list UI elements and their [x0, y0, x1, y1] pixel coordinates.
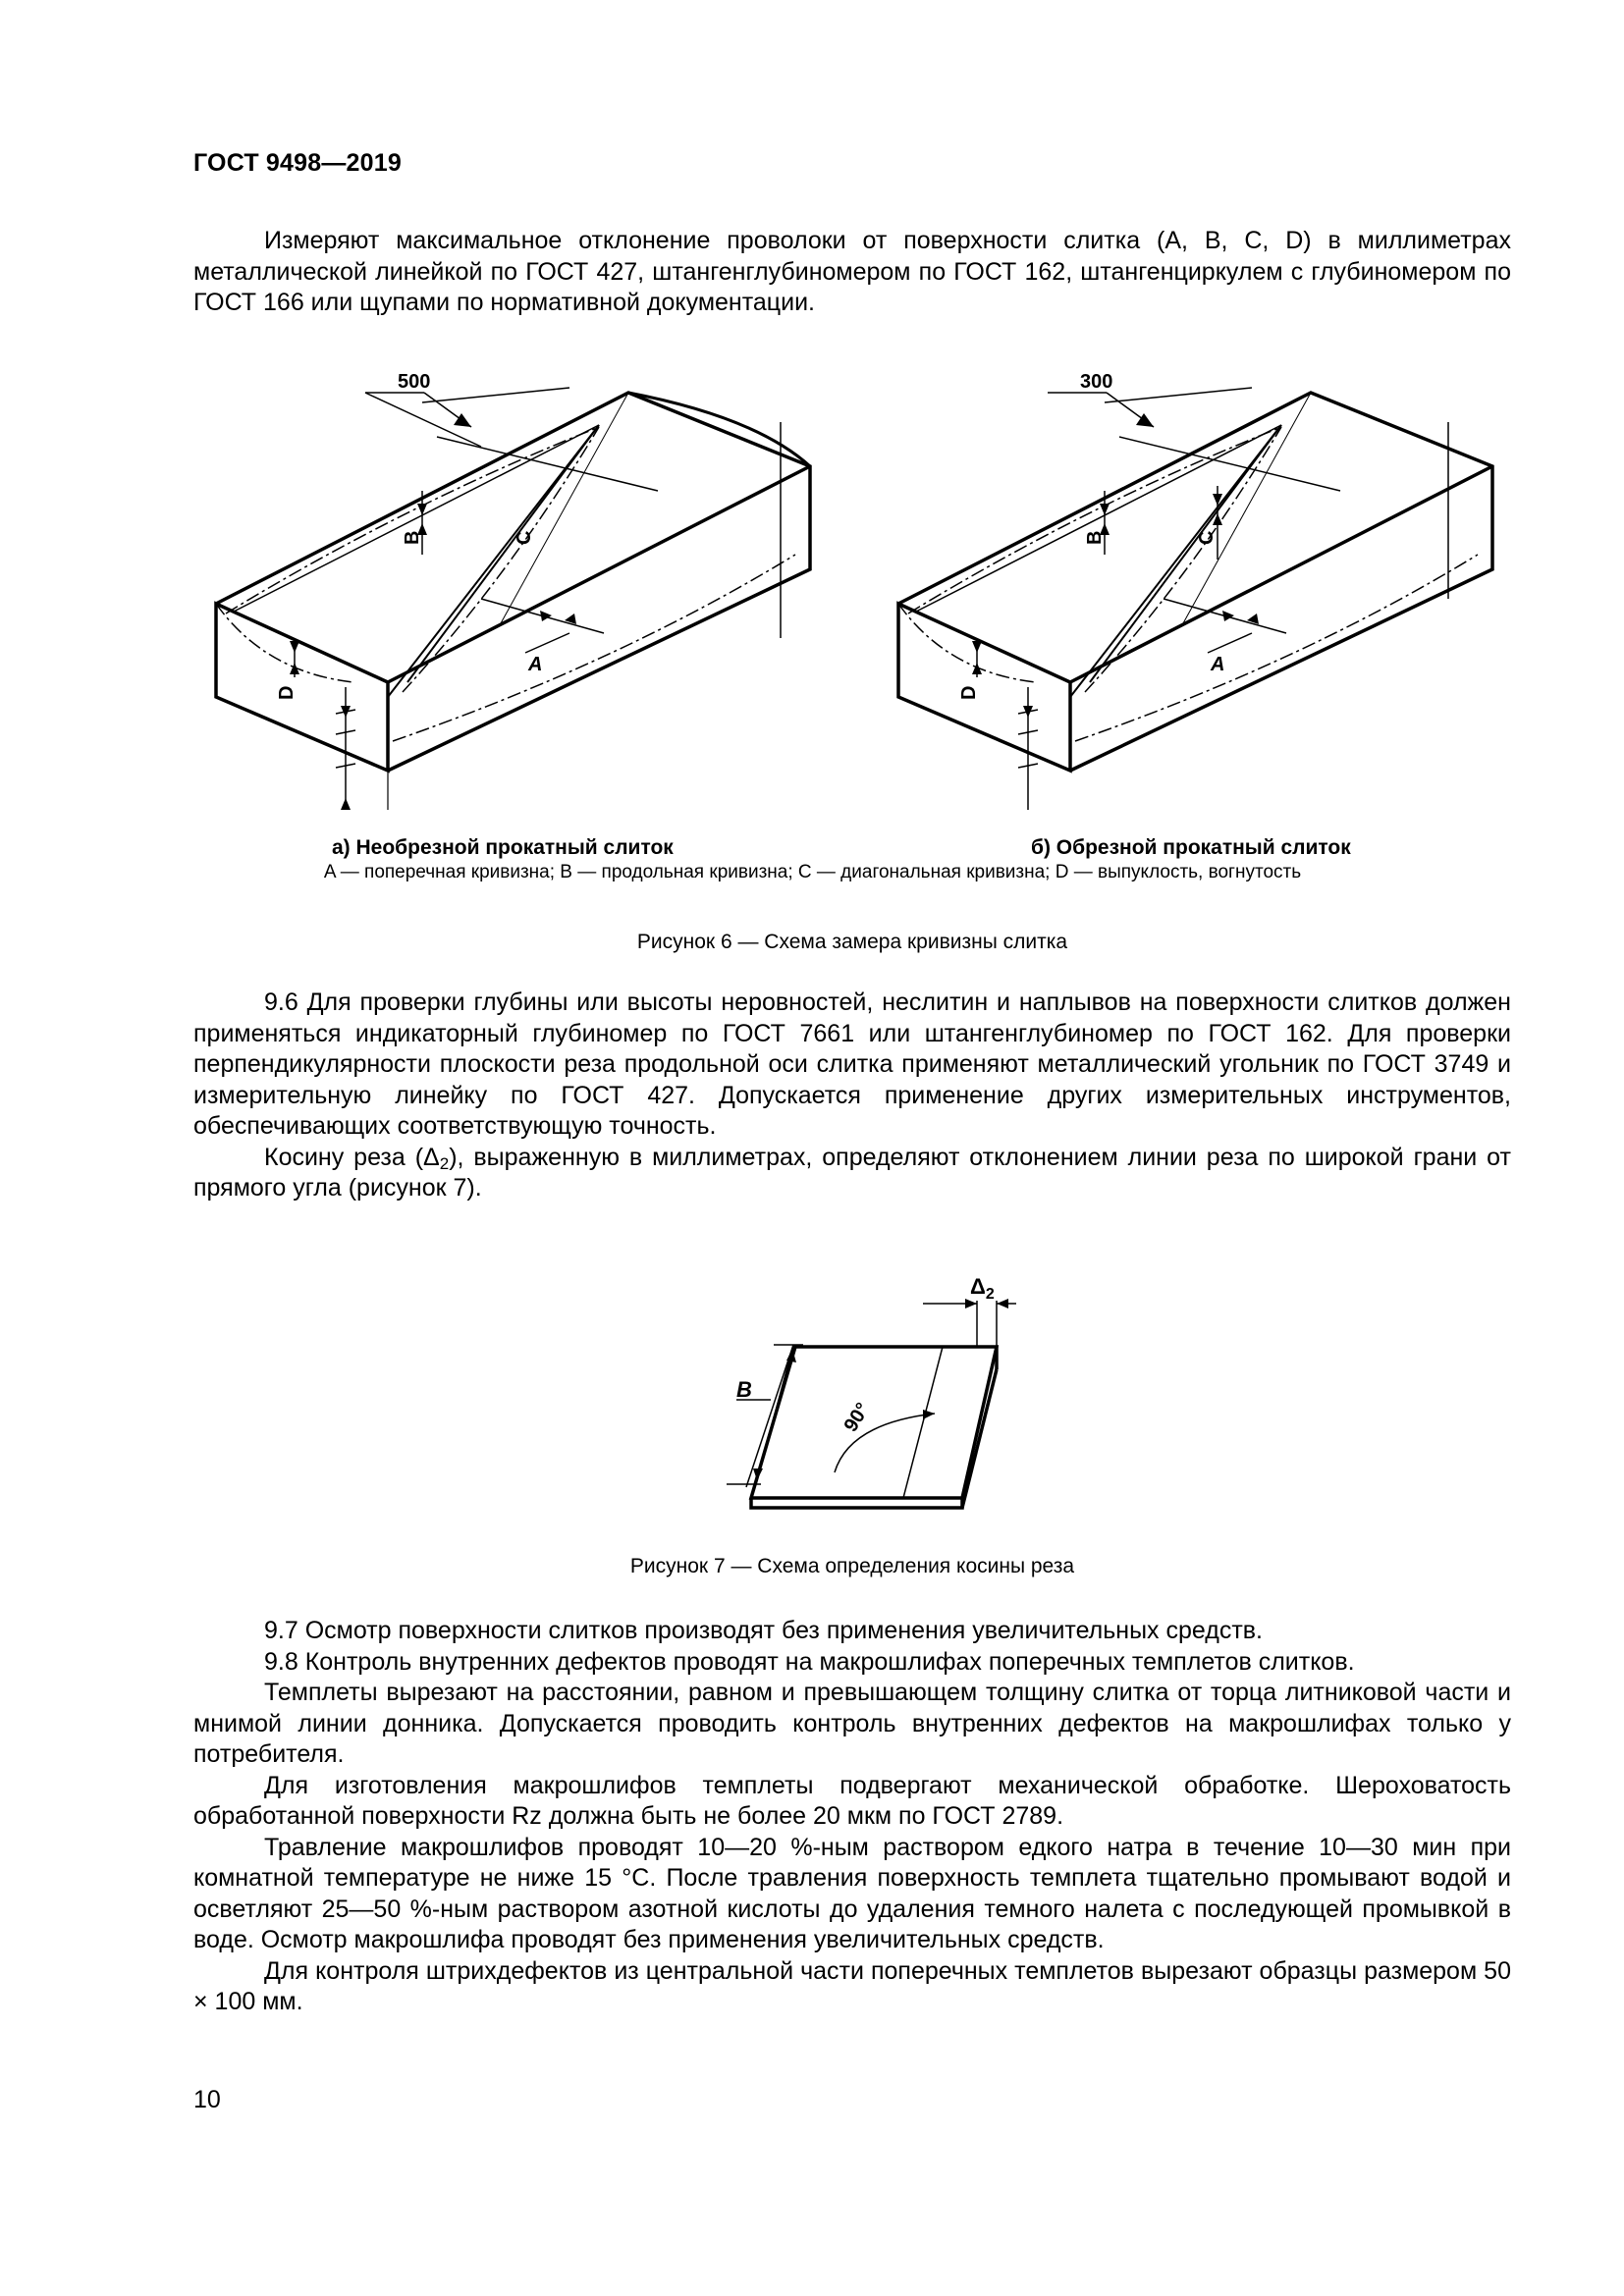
- processing-paragraph: Для изготовления макрошлифов темплеты подвергают механической обработке. Шероховатость обработанной поверхности Rz должна быть не более 20 мкм по ГОСТ 2789.: [193, 1771, 1511, 1830]
- section-9-6: [193, 988, 1511, 1204]
- samples-paragraph: Для контроля штрихдефектов из центральной части поперечных темплетов вырезают образцы размером 50 × 100 мм.: [193, 1956, 1511, 2015]
- label-a: A: [528, 654, 543, 675]
- figure6-right-caption: б) Обрезной прокатный слиток: [1031, 836, 1351, 859]
- label-b: B: [1084, 530, 1106, 545]
- figure6-legend: A — поперечная кривизна; B — продольная кривизна; C — диагональная кривизна; D — выпуклость, вогнутость: [323, 862, 1302, 882]
- figure6-right-drawing: [879, 348, 1507, 820]
- intro-paragraph: Измеряют максимальное отклонение проволоки от поверхности слитка (A, B, C, D) в миллиметрах металлической линейкой по ГОСТ 427, штангенглубиномером по ГОСТ 162, штангенциркулем с глубиномером по ГОСТ 166 или щупами по нормативной документации.: [193, 227, 1511, 316]
- document-header: ГОСТ 9498—2019: [193, 149, 402, 177]
- etching-paragraph: Травление макрошлифов проводят 10—20 %-ным раствором едкого натра в течение 10—30 мин при комнатной температуре не ниже 15 °С. После травления поверхность темплета тщательно промывают водой и осветляют 25—50 %-ным раствором азотной кислоты до удаления темного налета с последующей промывкой в воде. Осмотр макрошлифа проводят без применения увеличительных средств.: [193, 1833, 1511, 1953]
- intro-text: [193, 226, 1511, 319]
- section-9-7-paragraph: 9.7 Осмотр поверхности слитков производят без применения увеличительных средств.: [264, 1617, 1264, 1644]
- dim-500-label: 500: [398, 371, 431, 393]
- figure6-left-drawing: [196, 348, 825, 820]
- section-9-8-paragraph: 9.8 Контроль внутренних дефектов проводят на макрошлифах поперечных темплетов слитков.: [264, 1647, 1355, 1676]
- label-d: D: [958, 685, 980, 700]
- figure7-b-label: B: [736, 1377, 752, 1402]
- body-text: [193, 1616, 1511, 2018]
- figure7-caption: Рисунок 7 — Схема определения косины реза: [629, 1555, 1075, 1577]
- label-d: D: [276, 685, 298, 700]
- section-9-6-paragraph: 9.6 Для проверки глубины или высоты неровностей, неслитин и наплывов на поверхности слитков должен применяться индикаторный глубиномер по ГОСТ 7661 или штангенглубиномер по ГОСТ 162. Для проверки перпендикулярности плоскости реза продольной оси слитка применяют металлический угольник по ГОСТ 3749 и измерительную линейку по ГОСТ 427. Допускается применение других измерительных инструментов, обеспечивающих соответствующую точность.: [193, 988, 1511, 1140]
- label-c: C: [1196, 530, 1218, 545]
- dim-300-label: 300: [1080, 371, 1113, 393]
- figure7-delta-label: $\Delta_2$: [970, 1274, 995, 1303]
- section-9-6-bevel-paragraph: Косину реза $(\Delta_2)$, выраженную в миллиметрах, определяют отклонением линии реза по широкой грани от прямого угла (рисунок 7).: [193, 1143, 1511, 1201]
- figure6-caption: Рисунок 6 — Схема замера кривизны слитка: [636, 931, 1068, 953]
- figure7-angle-label: 90°: [839, 1399, 875, 1436]
- templates-paragraph: Темплеты вырезают на расстоянии, равном и превышающем толщину слитка от торца литниковой части и мнимой линии донника. Допускается проводить контроль внутренних дефектов на макрошлифах только у потребителя.: [193, 1679, 1511, 1768]
- page-number: 10: [193, 2086, 221, 2113]
- label-b: B: [402, 530, 423, 545]
- figure6-left-caption: а) Необрезной прокатный слиток: [332, 836, 674, 859]
- label-c: C: [514, 530, 535, 545]
- label-a: A: [1211, 654, 1225, 675]
- figure7-drawing: [677, 1266, 1031, 1522]
